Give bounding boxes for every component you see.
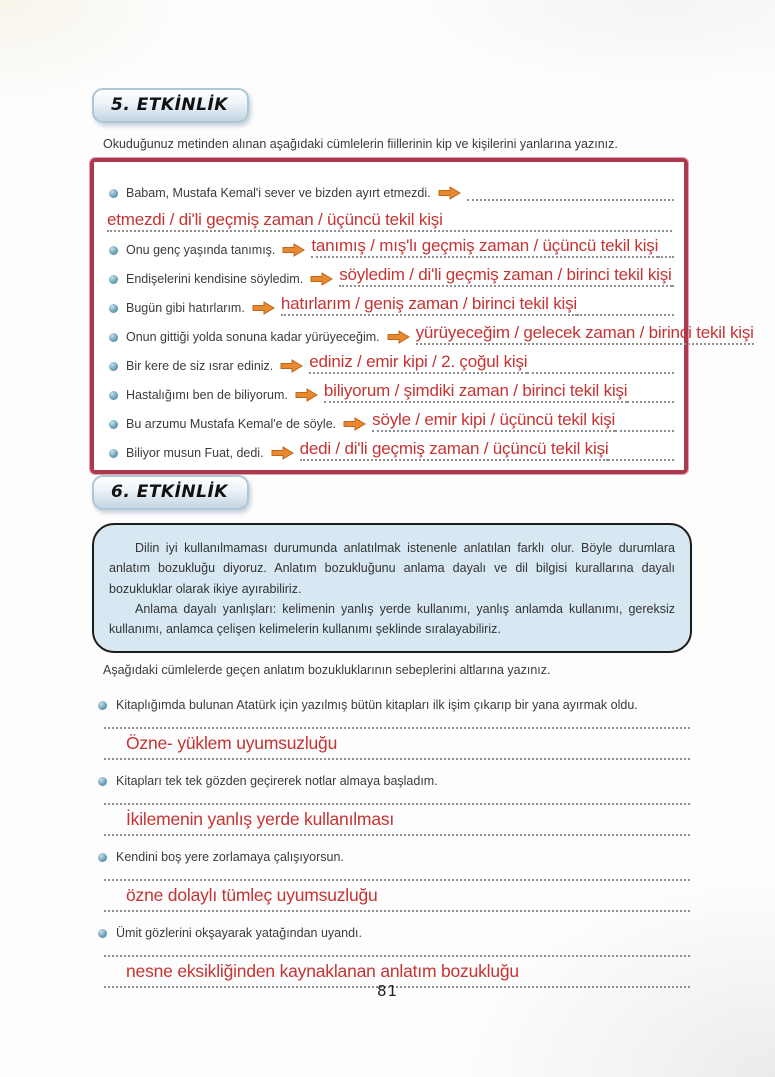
item-sentence: Kitaplığımda bulunan Atatürk için yazılmış bütün kitapları ilk işim çıkarıp bir yana ayırmak oldu. xyxy=(116,698,638,712)
arrow-right-icon xyxy=(295,388,318,402)
exercise-item xyxy=(107,348,674,377)
dotted-line xyxy=(467,199,674,201)
handwritten-answer: ediniz / emir kipi / 2. çoğul kişi xyxy=(309,353,527,374)
item-sentence: Babam, Mustafa Kemal'i sever ve bizden ayırt etmezdi. xyxy=(126,186,431,200)
page-number: 81 xyxy=(376,982,399,1000)
item-sentence: Kendini boş yere zorlamaya çalışıyorsun. xyxy=(116,849,344,864)
handwritten-answer: söyle / emir kipi / üçüncü tekil kişi xyxy=(372,411,615,432)
arrow-right-icon xyxy=(310,272,333,286)
bullet-icon xyxy=(98,777,107,786)
arrow-right-icon xyxy=(280,359,303,373)
arrow-right-icon xyxy=(282,243,305,257)
exercise-item xyxy=(107,377,674,406)
item-sentence: Ümit gözlerini okşayarak yatağından uyandı. xyxy=(116,925,362,940)
bullet-icon xyxy=(109,304,118,313)
exercise-item xyxy=(107,319,754,348)
bullet-icon xyxy=(109,189,118,198)
bullet-icon xyxy=(98,929,107,938)
exercise-item xyxy=(107,435,674,464)
exercise-item xyxy=(96,698,692,713)
activity5-answer-box xyxy=(90,158,754,474)
handwritten-answer-line xyxy=(107,204,672,232)
bullet-icon xyxy=(109,449,118,458)
handwritten-answer: yürüyeceğim / gelecek zaman / birinci tekil kişi xyxy=(416,324,754,345)
dotted-line xyxy=(577,314,674,316)
item-sentence: Endişelerini kendisine söyledim. xyxy=(126,272,304,286)
arrow-right-icon xyxy=(271,446,294,460)
bullet-icon xyxy=(109,333,118,342)
answer-lines xyxy=(104,803,690,836)
exercise-item xyxy=(96,774,692,789)
answer-lines xyxy=(104,879,690,912)
item-sentence: Biliyor musun Fuat, dedi. xyxy=(126,446,264,460)
activity6-items xyxy=(92,684,692,988)
handwritten-answer: İkilemenin yanlış yerde kullanılması xyxy=(104,805,690,836)
item-sentence: Bir kere de siz ısrar ediniz. xyxy=(126,359,274,373)
bullet-icon xyxy=(109,275,118,284)
exercise-item xyxy=(107,232,674,261)
activity6-instruction: Aşağıdaki cümlelerde geçen anlatım bozukluklarının sebeplerini altlarına yazınız. xyxy=(103,663,551,677)
handwritten-answer: tanımış / mış'lı geçmiş zaman / üçüncü tekil kişi xyxy=(311,237,658,258)
item-sentence: Hastalığımı ben de biliyorum. xyxy=(126,388,288,402)
exercise-item xyxy=(107,261,674,290)
activity6-info-box xyxy=(92,523,692,653)
dotted-line xyxy=(527,372,674,374)
bullet-icon xyxy=(109,362,118,371)
exercise-item xyxy=(107,290,674,319)
arrow-right-icon xyxy=(343,417,366,431)
exercise-item xyxy=(96,926,692,941)
bullet-icon xyxy=(109,246,118,255)
exercise-item xyxy=(107,406,674,435)
handwritten-answer: Özne- yüklem uyumsuzluğu xyxy=(104,729,690,760)
handwritten-answer: nesne eksikliğinden kaynaklanan anlatım bozukluğu xyxy=(104,957,690,988)
dotted-line xyxy=(672,285,674,287)
activity5-instruction: Okuduğunuz metinden alınan aşağıdaki cümlelerin fiillerinin kip ve kişilerini yanlarına yazınız. xyxy=(103,137,618,151)
dotted-line xyxy=(627,401,674,403)
bullet-icon xyxy=(109,391,118,400)
answer-lines xyxy=(104,727,690,760)
handwritten-answer: dedi / di'li geçmiş zaman / üçüncü tekil kişi xyxy=(300,440,609,461)
dotted-line xyxy=(658,256,674,258)
exercise-item xyxy=(96,850,692,865)
arrow-right-icon xyxy=(252,301,275,315)
bullet-icon xyxy=(109,420,118,429)
item-sentence: Bugün gibi hatırlarım. xyxy=(126,301,245,315)
handwritten-answer: biliyorum / şimdiki zaman / birinci tekil kişi xyxy=(324,382,627,403)
info-paragraph: Dilin iyi kullanılmaması durumunda anlatılmak istenenle anlatılan farklı olur. Böyle durumlara anlatım bozukluğu diyoruz. Anlatım bozukluğunu anlama dayalı ve dil bilgisi kurallarına dayalı bozukluklar olarak ikiye ayırabiliriz. xyxy=(109,541,675,596)
bullet-icon xyxy=(98,701,107,710)
item-sentence: Onun gittiği yolda sonuna kadar yürüyeceğim. xyxy=(126,330,380,344)
info-paragraph: Anlama dayalı yanlışları: kelimenin yanlış yerde kullanımı, yanlış anlamda kullanımı, gereksiz kullanımı, anlamca çelişen kelimelerin kullanımı şeklinde sıralayabiliriz. xyxy=(109,601,675,636)
arrow-right-icon xyxy=(438,186,461,200)
item-sentence: Onu genç yaşında tanımış. xyxy=(126,243,276,257)
handwritten-answer: hatırlarım / geniş zaman / birinci tekil kişi xyxy=(281,295,577,316)
handwritten-answer: söyledim / di'li geçmiş zaman / birinci tekil kişi xyxy=(339,266,671,287)
item-sentence: Bu arzumu Mustafa Kemal'e de söyle. xyxy=(126,417,337,431)
dotted-line xyxy=(615,430,674,432)
handwritten-answer: etmezdi / di'li geçmiş zaman / üçüncü tekil kişi xyxy=(107,210,443,230)
arrow-right-icon xyxy=(387,330,410,344)
handwritten-answer: özne dolaylı tümleç uyumsuzluğu xyxy=(104,881,690,912)
item-sentence: Kitapları tek tek gözden geçirerek notlar almaya başladım. xyxy=(116,773,438,788)
bullet-icon xyxy=(98,853,107,862)
dotted-line xyxy=(608,459,674,461)
activity6-badge: 6. ETKİNLİK xyxy=(92,475,249,510)
activity5-badge: 5. ETKİNLİK xyxy=(92,88,249,123)
exercise-item xyxy=(107,175,674,204)
